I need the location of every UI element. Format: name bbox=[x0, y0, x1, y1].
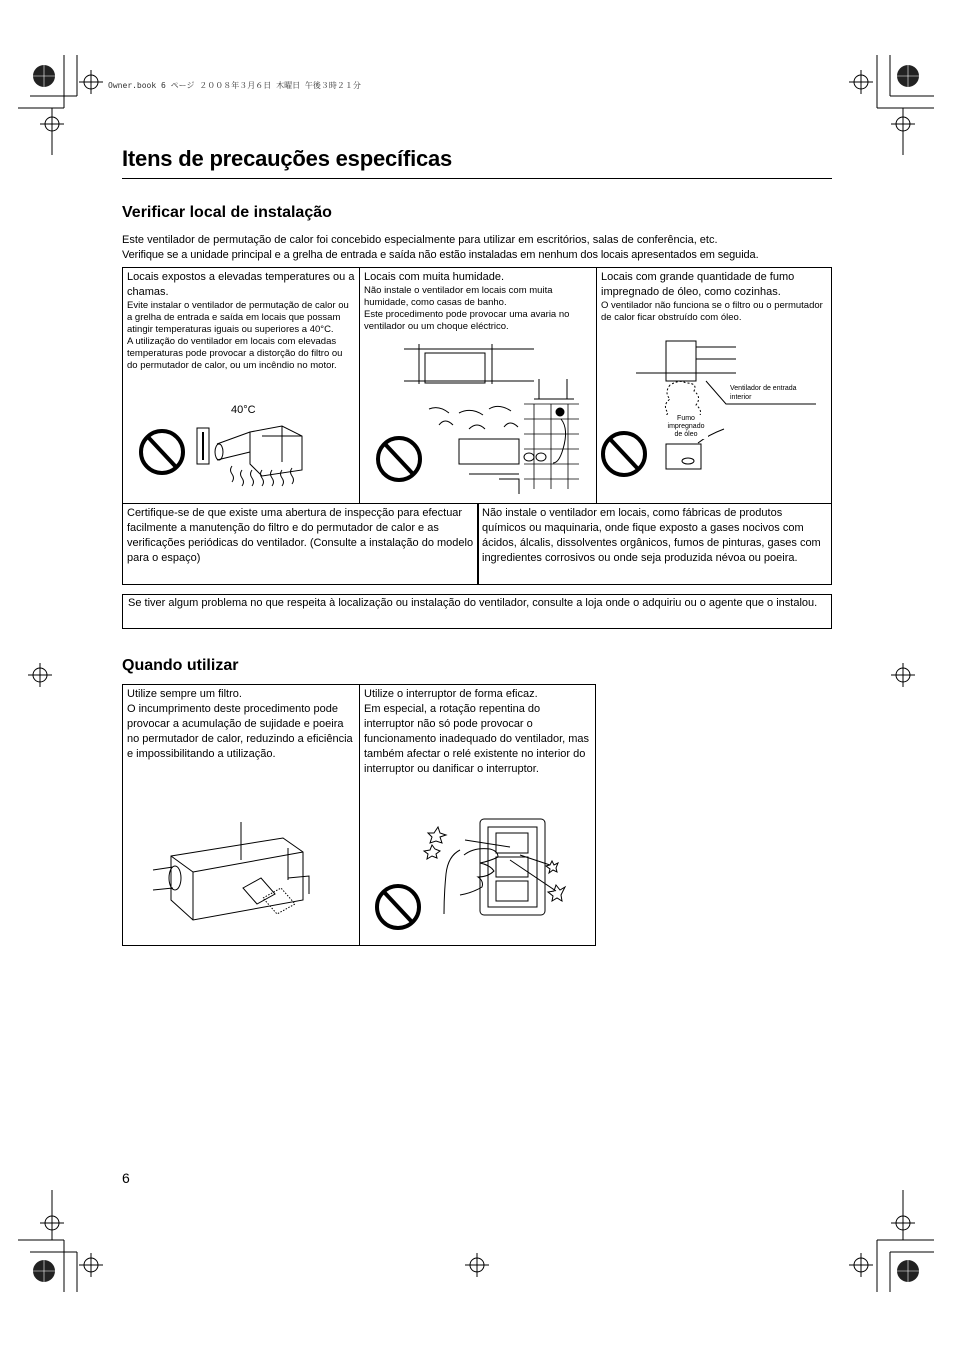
cell-detail: Este procedimento pode provocar uma avaria no ventilador ou um choque eléctrico. bbox=[364, 309, 570, 332]
cell-detail: Evite instalar o ventilador de permutação de calor ou a grelha de entrada e saída em locais que possam atingir temperaturas iguais ou superiores a 40°C. bbox=[127, 300, 349, 335]
intro-line-2: Verifique se a unidade principal e a grelha de entrada e saída não estão instaladas em nenhum dos locais apresentados em seguida. bbox=[122, 249, 759, 261]
cell-detail: O ventilador não funciona se o filtro ou o permutador de calor ficar obstruído com óleo. bbox=[601, 300, 823, 323]
cell-harmful-gases bbox=[477, 503, 832, 585]
page-title: Itens de precauções específicas bbox=[122, 146, 453, 171]
cell-detail: Não instale o ventilador em locais com muita humidade, como casas de banho. bbox=[364, 285, 553, 308]
cell-detail: A utilização do ventilador em locais com elevadas temperaturas pode provocar a distorção do filtro ou do permutador de calor, ou um incêndio no motor. bbox=[127, 336, 343, 371]
wall-switch-illustration bbox=[360, 815, 596, 935]
oily-smoke-label: Fumo impregnado de óleo bbox=[664, 415, 708, 439]
title-divider bbox=[122, 178, 832, 179]
cell-inspection-opening bbox=[122, 503, 479, 585]
filter-unit-illustration bbox=[123, 820, 359, 940]
cell-title: Locais com grande quantidade de fumo impregnado de óleo, como cozinhas. bbox=[601, 271, 795, 298]
book-header-note: Owner.book 6 ページ ２００８年３月６日 木曜日 午後３時２１分 bbox=[108, 81, 361, 90]
cell-text: Não instale o ventilador em locais, como fábricas de produtos químicos ou maquinaria, onde fique exposto a gases nocivos com ácidos, álcalis, dissolventes orgânicos, fumos de pinturas, gases com ingredientes corrosivos ou onde seja produzida névoa ou poeira. bbox=[482, 507, 821, 564]
cell-title: Utilize o interruptor de forma eficaz. bbox=[364, 688, 538, 700]
page-number: 6 bbox=[122, 1170, 130, 1186]
hot-air-unit-illustration bbox=[122, 404, 360, 504]
installation-intro bbox=[122, 233, 834, 263]
bathroom-humidity-illustration bbox=[359, 339, 597, 504]
temperature-label: 40°C bbox=[231, 404, 256, 416]
cell-title: Locais com muita humidade. bbox=[364, 271, 505, 283]
installation-notice bbox=[122, 594, 832, 629]
cell-body: Em especial, a rotação repentina do interruptor não só pode provocar o funcionamento inadequado do ventilador, mas também afectar o relé existente no interior do interruptor ou danificar o interruptor. bbox=[364, 703, 590, 775]
intro-line-1: Este ventilador de permutação de calor foi concebido especialmente para utilizar em escritórios, salas de conferência, etc. bbox=[122, 234, 718, 246]
cell-text: Certifique-se de que existe uma abertura de inspecção para efectuar facilmente a manutenção do filtro e do permutador de calor e as verificações periódicas do ventilador. (Consulte a instalação do modelo para o espaço) bbox=[127, 507, 474, 564]
cell-title: Utilize sempre um filtro. bbox=[127, 688, 242, 700]
cell-title: Locais expostos a elevadas temperatures ou a chamas. bbox=[127, 271, 355, 298]
usage-heading: Quando utilizar bbox=[122, 657, 239, 674]
cell-body: O incumprimento deste procedimento pode provocar a acumulação de sujidade e poeira no permutador de calor, reduzindo a eficiência e impossibilitando a utilização. bbox=[127, 703, 353, 760]
notice-text: Se tiver algum problema no que respeita à localização ou instalação do ventilador, consulte a loja onde o adquiriu ou o agente que o instalou. bbox=[128, 597, 818, 609]
installation-heading: Verificar local de instalação bbox=[122, 204, 332, 221]
indoor-fan-label: Ventilador de entrada interior bbox=[730, 385, 797, 401]
kitchen-smoke-illustration bbox=[596, 339, 832, 484]
